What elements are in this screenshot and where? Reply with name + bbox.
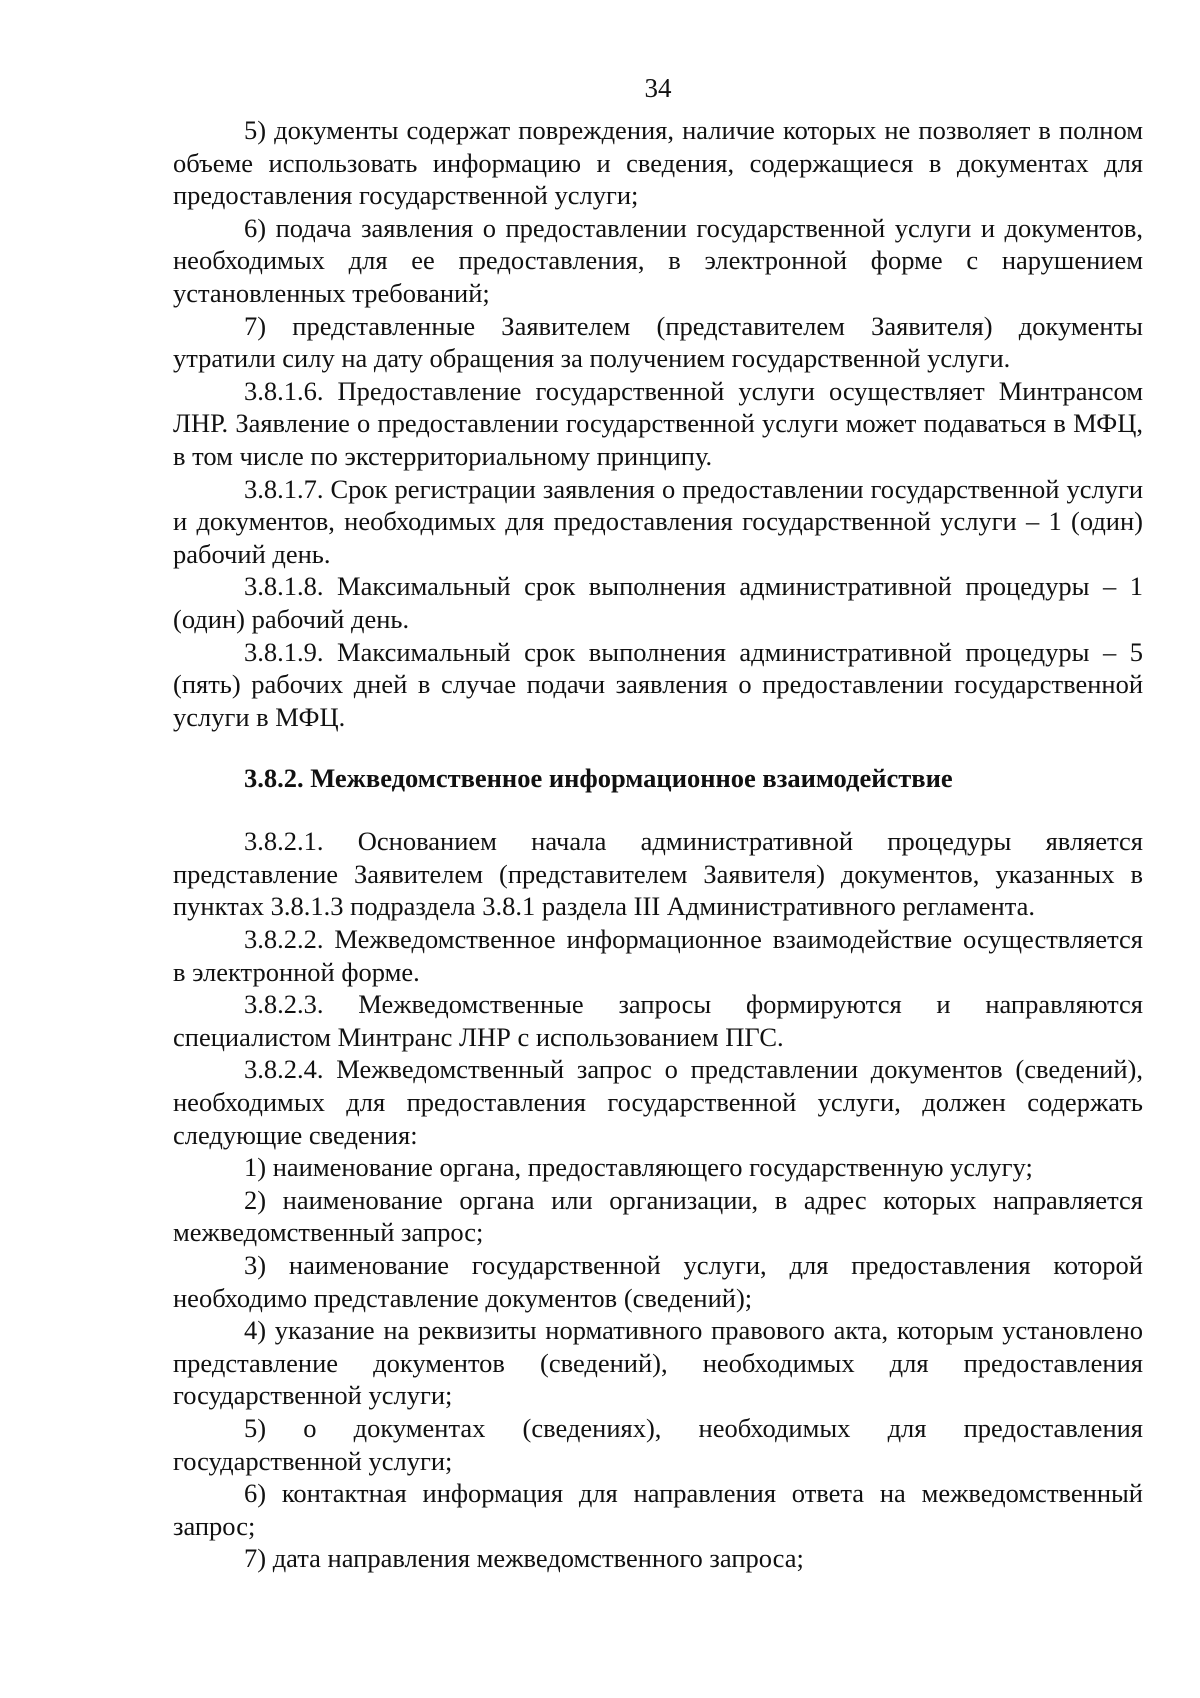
clause-3-8-1-6: 3.8.1.6. Предоставление государственной услуги осуществляет Минтрансом ЛНР. Заявление о предоставлении государственной услуги может подаваться в МФЦ, в том числе по экстерриториальному принципу. — [173, 375, 1143, 471]
request-item-1: 1) наименование органа, предоставляющего государственную услугу; — [244, 1152, 1033, 1183]
clause-3-8-2-4: 3.8.2.4. Межведомственный запрос о представлении документов (сведений), необходимых для предоставления государственной услуги, должен содержать следующие сведения: — [173, 1054, 1143, 1150]
clause-3-8-1-8: 3.8.1.8. Максимальный срок выполнения административной процедуры – 1 (один) рабочий день. — [173, 571, 1143, 634]
request-item-3: 3) наименование государственной услуги, для предоставления которой необходимо представление документов (сведений); — [173, 1250, 1143, 1313]
request-item-6: 6) контактная информация для направления ответа на межведомственный запрос; — [173, 1478, 1143, 1541]
section-heading-3-8-2: 3.8.2. Межведомственное информационное взаимодействие — [244, 763, 953, 794]
clause-3-8-1-7: 3.8.1.7. Срок регистрации заявления о предоставлении государственной услуги и документов, необходимых для предоставления государственной услуги – 1 (один) рабочий день. — [173, 473, 1143, 569]
clause-3-8-2-1: 3.8.2.1. Основанием начала административной процедуры является представление Заявителем (представителем Заявителя) документов, указанных в пунктах 3.8.1.3 подраздела 3.8.1 раздела III Административного регламента. — [173, 826, 1143, 922]
document-body — [173, 114, 1143, 1575]
document-page — [173, 0, 1143, 1698]
clause-3-8-2-3: 3.8.2.3. Межведомственные запросы формируются и направляются специалистом Минтранс ЛНР с использованием ПГС. — [173, 989, 1143, 1052]
list-item-5-damaged-documents: 5) документы содержат повреждения, наличие которых не позволяет в полном объеме использовать информацию и сведения, содержащиеся в документах для предоставления государственной услуги; — [173, 115, 1143, 211]
request-item-2: 2) наименование органа или организации, в адрес которых направляется межведомственный запрос; — [173, 1184, 1143, 1248]
request-item-5: 5) о документах (сведениях), необходимых для предоставления государственной услуги; — [173, 1412, 1143, 1476]
request-item-7: 7) дата направления межведомственного запроса; — [244, 1543, 804, 1574]
page-number: 34 — [644, 73, 672, 103]
list-item-6-electronic-submission: 6) подача заявления о предоставлении государственной услуги и документов, необходимых для ее предоставления, в электронной форме с нарушением установленных требований; — [173, 212, 1143, 308]
clause-3-8-1-9: 3.8.1.9. Максимальный срок выполнения административной процедуры – 5 (пять) рабочих дней в случае подачи заявления о предоставлении государственной услуги в МФЦ. — [173, 636, 1143, 732]
list-item-7-expired-documents: 7) представленные Заявителем (представителем Заявителя) документы утратили силу на дату обращения за получением государственной услуги. — [173, 310, 1143, 374]
clause-3-8-2-2: 3.8.2.2. Межведомственное информационное взаимодействие осуществляется в электронной форме. — [173, 924, 1143, 987]
request-item-4: 4) указание на реквизиты нормативного правового акта, которым установлено представление документов (сведений), необходимых для предоставления государственной услуги; — [173, 1315, 1143, 1411]
